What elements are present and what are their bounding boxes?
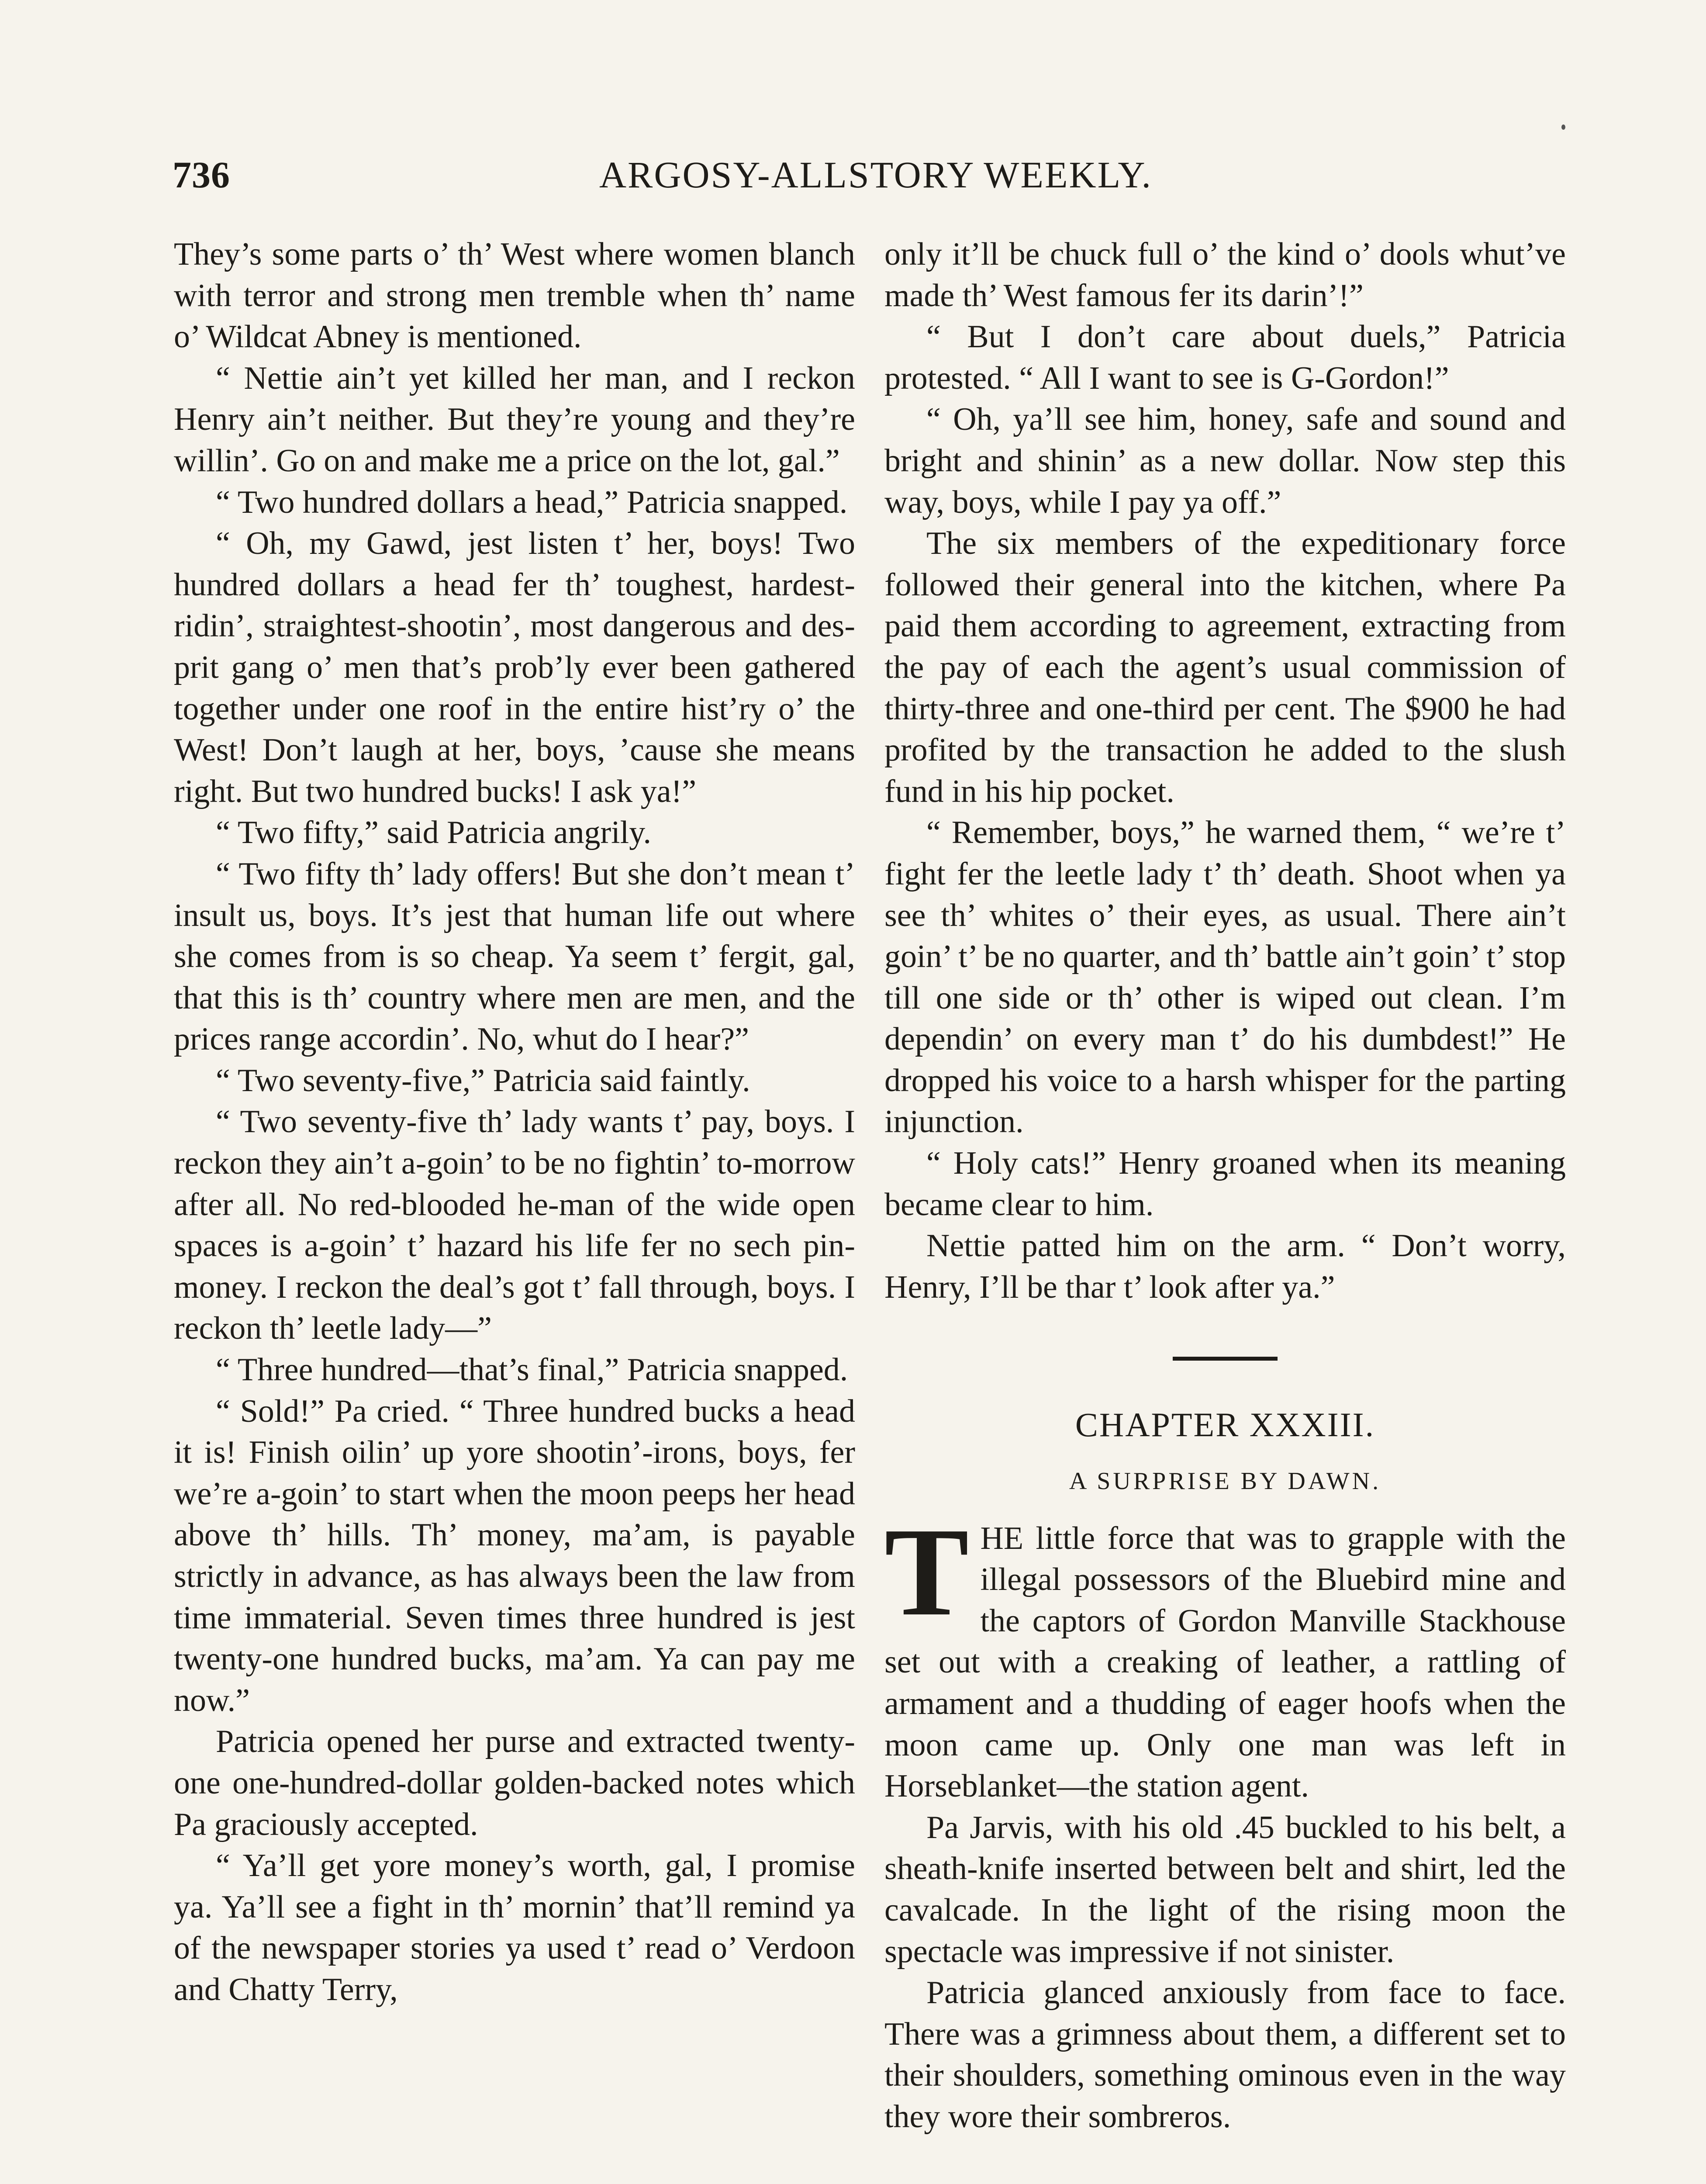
paragraph: “ Sold!” Pa cried. “ Three hundred bucks a head it is! Finish oilin’ up yore shootin’-irons, boys, fer we’re a-goin’ to start when the moon peeps her head above th’ hills. Th’ money, ma’am, is payable strictly in advance, as has always been the law from time immaterial. Seven times three hundred is jest twenty-one hundred bucks, ma’am. Ya can pay me now.” — [174, 1393, 855, 1718]
page-header — [173, 149, 1579, 201]
paragraph: “ Two hundred dollars a head,” Patricia snapped. — [216, 484, 848, 520]
paragraph: “ Three hundred—that’s final,” Patricia snapped. — [216, 1352, 848, 1388]
paragraph: “ Holy cats!” Henry groaned when its meaning became clear to him. — [884, 1145, 1566, 1223]
right-column — [884, 234, 1566, 2138]
chapter-title: CHAPTER XXXIII. — [1075, 1406, 1375, 1444]
section-divider — [1173, 1357, 1278, 1361]
paragraph: Nettie patted him on the arm. “ Don’t worry, Henry, I’ll be thar t’ look after ya.” — [884, 1228, 1566, 1305]
paper-speck — [1561, 124, 1565, 130]
paragraph: “ Remember, boys,” he warned them, “ we’re t’ fight fer the leetle lady t’ th’ death. Shoot when ya see th’ whites o’ their eyes, as usual. There ain’t goin’ t’ be no quarter, and th’ battle ain’t goin’ t’ stop till one side or th’ other is wiped out clean. I’m dependin’ on every man t’ do his dumbdest!” He dropped his voice to a harsh whisper for the parting injunction. — [884, 815, 1566, 1140]
paragraph: “ Two seventy-five,” Patricia said faintly. — [216, 1062, 750, 1099]
chapter-subtitle: A SURPRISE BY DAWN. — [1069, 1468, 1381, 1495]
left-column — [174, 234, 855, 2011]
chapter-opening-paragraph — [884, 1501, 1566, 1807]
paragraph: They’s some parts o’ th’ West where women blanch with terror and strong men tremble when th’ name o’ Wildcat Abney is mentioned. — [174, 236, 855, 355]
running-title: ARGOSY-ALLSTORY WEEKLY. — [599, 154, 1153, 196]
paragraph: “ Oh, my Gawd, jest listen t’ her, boys! Two hundred dollars a head fer th’ toughest, hardest-ridin’, straightest-shootin’, most dangerous and des-prit gang o’ men that’s prob’ly ever been gathered together under one roof in the entire hist’ry o’ the West! Don’t laugh at her, boys, ’cause she means right. But two hundred bucks! I ask ya!” — [174, 525, 855, 809]
paragraph: “ But I don’t care about duels,” Patricia protested. “ All I want to see is G-Gordon!” — [884, 319, 1566, 396]
paragraph: “ Two fifty th’ lady offers! But she don’t mean t’ insult us, boys. It’s jest that human life out where she comes from is so cheap. Ya seem t’ fergit, gal, that this is th’ country where men are men, and the prices range accordin’. No, whut do I hear?” — [174, 856, 855, 1057]
paragraph: Patricia opened her purse and extracted twenty-one one-hundred-dollar golden-backed notes which Pa graciously accepted. — [174, 1724, 855, 1842]
paragraph: Pa Jarvis, with his old .45 buckled to his belt, a sheath-knife inserted between belt and shirt, led the cavalcade. In the light of the rising moon the spectacle was impressive if not sinister. — [884, 1809, 1566, 1970]
paragraph: “ Oh, ya’ll see him, honey, safe and sound and bright and shinin’ as a new dollar. Now step this way, boys, while I pay ya off.” — [884, 401, 1566, 520]
paragraph: The six members of the expeditionary force followed their general into the kitchen, where Pa paid them according to agreement, extracting from the pay of each the agent’s usual commission of thirty-three and one-third per cent. The $900 he had profited by the transaction he added to the slush fund in his hip pocket. — [884, 525, 1566, 809]
paragraph: “ Two seventy-five th’ lady wants t’ pay, boys. I reckon they ain’t a-goin’ to be no fightin’ to-morrow after all. No red-blooded he-man of the wide open spaces is a-goin’ t’ hazard his life fer no sech pin-money. I reckon the deal’s got t’ fall through, boys. I reckon th’ leetle lady—” — [174, 1104, 855, 1347]
opening-text: HE little force that was to grapple with the illegal possessors of the Bluebird mine and the captors of Gordon Manville Stackhouse set out with a creaking of leather, a rattling of armament and a thudding of eager hoofs when the moon came up. Only one man was left in Horseblanket—the station agent. — [884, 1520, 1566, 1804]
paragraph: Patricia glanced anxiously from face to face. There was a grimness about them, a different set to their shoulders, something ominous even in the way they wore their sombreros. — [884, 1975, 1566, 2135]
paragraph: “ Ya’ll get yore money’s worth, gal, I promise ya. Ya’ll see a fight in th’ mornin’ that’ll remind ya of the newspaper stories ya used t’ read o’ Verdoon and Chatty Terry, — [174, 1848, 855, 2008]
paragraph: only it’ll be chuck full o’ the kind o’ dools whut’ve made th’ West famous fer its darin’!” — [884, 236, 1566, 314]
drop-cap: T — [884, 1501, 969, 1642]
paragraph: “ Two fifty,” said Patricia angrily. — [216, 815, 651, 851]
paragraph: “ Nettie ain’t yet killed her man, and I reckon Henry ain’t neither. But they’re young and they’re willin’. Go on and make me a price on the lot, gal.” — [174, 360, 855, 479]
page-number: 736 — [173, 154, 230, 196]
